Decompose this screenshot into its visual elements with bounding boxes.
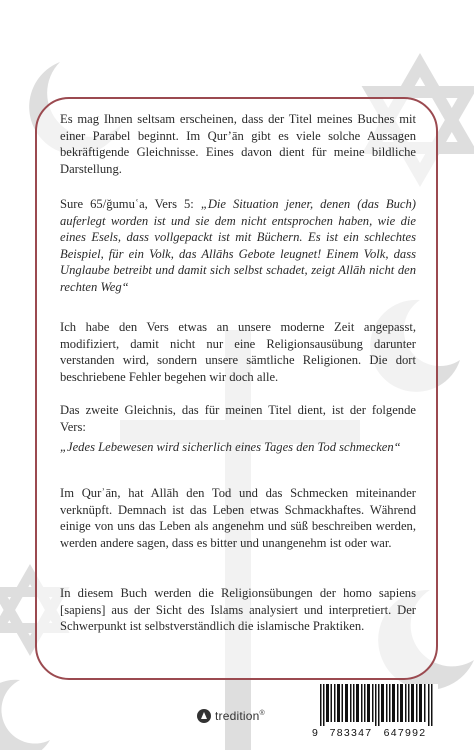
crescent-moon-icon xyxy=(0,680,50,750)
publisher-name: tredition® xyxy=(215,709,265,723)
tredition-logo-icon xyxy=(197,709,211,723)
paragraph-modification: Ich habe den Vers etwas an unsere moderne Zeit angepasst, modifiziert, damit nicht nur eine Religionsausübung darunter verstanden wird, sondern unsere sämtliche Religionen. Die dort beschriebene Fehler begehen wir doch alle. xyxy=(60,320,416,384)
paragraph-book-scope: In diesem Buch werden die Religionsübungen der homo sapiens [sapiens] aus der Sicht des Islams analysiert und interpretiert. Der Schwerpunkt ist selbstverständlich die islamische Praktiken. xyxy=(60,586,416,634)
isbn-digits xyxy=(312,727,438,739)
isbn-barcode xyxy=(312,684,438,742)
sure-reference: Sure 65/ğumuʿa, Vers 5: xyxy=(60,197,201,211)
paragraph-death-quote: „Jedes Lebewesen wird sicherlich eines Tages den Tod schmecken“ xyxy=(60,440,401,454)
paragraph-second-parable: Das zweite Gleichnis, das für meinen Titel dient, ist der folgende Vers: xyxy=(60,403,416,434)
barcode-bars xyxy=(320,684,434,726)
paragraph-taste-of-life: Im Qurʾān, hat Allāh den Tod und das Schmecken miteinander verknüpft. Demnach ist das Leben etwas Schmackhaftes. Während einige von uns das Leben als angenehm und süß beschreiben werden, werden andere sagen, dass es bitter und unangenehm ist oder war. xyxy=(60,486,416,550)
paragraph-intro: Es mag Ihnen seltsam erscheinen, dass der Titel meines Buches mit einer Parabel beginnt. Im Qur’ān gibt es viele solche Aussagen bekräftigende Gleichnisse. Eines davon dient für meine bildliche Darstellung. xyxy=(60,112,416,176)
publisher-mark xyxy=(197,706,265,726)
paragraph-sure-quote xyxy=(60,196,416,296)
sure-quote-text: „Die Situation jener, denen (das Buch) auferlegt worden ist und sie dem nicht entsprochen haben, wie die eines Esels, dass vollgepackt ist mit Büchern. Es ist ein schlechtes Beispiel, für ein Volk, das Allāhs Gebote leugnet! Einem Volk, dass Unglaube betreibt und damit sich selbst schadet, zeigt Allāh nicht den rechten Weg“ xyxy=(60,197,417,294)
isbn-right-group: 647992 xyxy=(383,727,427,739)
isbn-left-group: 783347 xyxy=(329,727,373,739)
isbn-first-digit: 9 xyxy=(312,727,318,739)
